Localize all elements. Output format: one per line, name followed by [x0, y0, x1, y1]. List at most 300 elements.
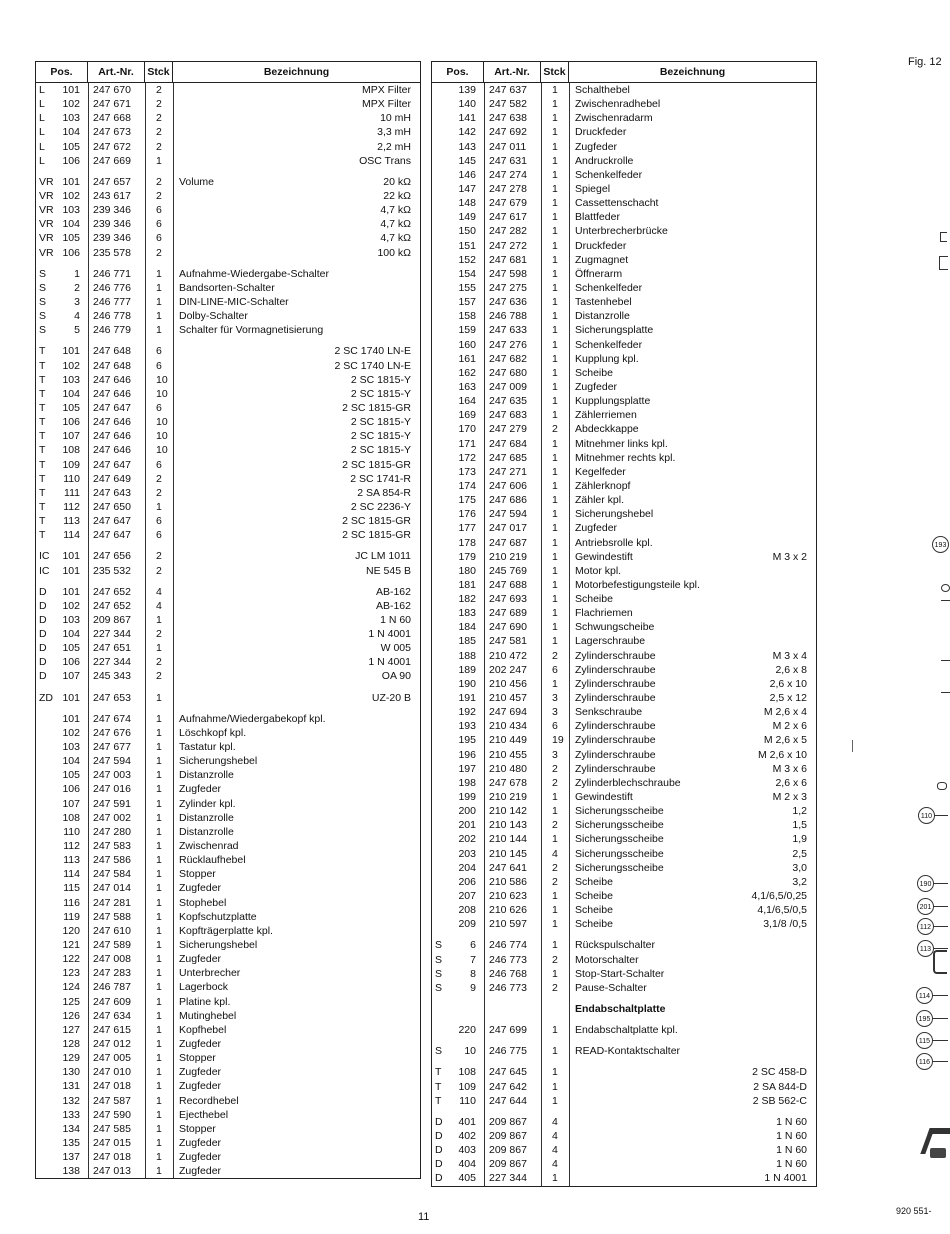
cell-stck: 1 — [552, 366, 558, 379]
table-row — [36, 203, 420, 217]
cell-stck: 1 — [156, 295, 162, 308]
description: Unterbrecher — [179, 967, 241, 980]
description: Kopfträgerplatte kpl. — [179, 924, 273, 937]
cell-bezeichnung — [173, 217, 420, 231]
cell-pos — [36, 881, 88, 895]
cell-art-nr: 247 278 — [489, 182, 527, 195]
cell-bezeichnung — [173, 309, 420, 323]
cell-art-nr: 209 867 — [489, 1144, 527, 1157]
cell-pos — [36, 231, 88, 245]
cell-pos — [36, 768, 88, 782]
cell-bezeichnung — [173, 712, 420, 726]
cell-art-nr: 246 788 — [489, 310, 527, 323]
spec-value: 2 SB 562-C — [752, 1094, 807, 1107]
pos-prefix: S — [39, 281, 47, 294]
cell-pos — [432, 1129, 484, 1143]
callout-circle: 112 — [917, 918, 934, 935]
description: Platine kpl. — [179, 995, 231, 1008]
pos-prefix: VR — [39, 246, 54, 259]
cell-bezeichnung — [569, 564, 816, 578]
pos-number: 140 — [458, 98, 476, 111]
cell-bezeichnung — [173, 980, 420, 994]
header-stck: Stck — [145, 62, 173, 82]
cell-bezeichnung — [173, 853, 420, 867]
cell-art-nr: 247 679 — [489, 197, 527, 210]
description: Volume — [179, 175, 215, 188]
table-row — [432, 953, 816, 967]
pos-prefix: T — [39, 486, 46, 499]
cell-art-nr: 247 646 — [93, 430, 131, 443]
table-row — [36, 231, 420, 245]
table-row — [432, 239, 816, 253]
cell-bezeichnung — [569, 1157, 816, 1171]
table-row — [432, 1065, 816, 1079]
table-row — [432, 620, 816, 634]
cell-bezeichnung — [569, 733, 816, 747]
spec-value: 1,2 — [792, 805, 807, 818]
cell-art-nr: 210 434 — [489, 720, 527, 733]
cell-stck: 1 — [156, 797, 162, 810]
spec-value: OA 90 — [381, 670, 411, 683]
cell-bezeichnung — [173, 387, 420, 401]
pos-prefix: T — [435, 1066, 442, 1079]
cell-bezeichnung — [569, 649, 816, 663]
cell-pos — [432, 210, 484, 224]
spec-value: 2 SC 1815-GR — [342, 401, 411, 414]
pos-number: 103 — [62, 204, 80, 217]
cell-bezeichnung — [569, 804, 816, 818]
pos-prefix: S — [435, 1045, 443, 1058]
cell-stck: 6 — [156, 529, 162, 542]
cell-art-nr: 247 674 — [93, 712, 131, 725]
cell-pos — [432, 649, 484, 663]
pos-number: 123 — [62, 967, 80, 980]
cell-stck: 1 — [552, 126, 558, 139]
cell-art-nr: 246 773 — [489, 981, 527, 994]
cell-pos — [36, 627, 88, 641]
table-row — [432, 705, 816, 719]
cell-bezeichnung — [569, 790, 816, 804]
description: Sicherungsscheibe — [575, 833, 664, 846]
cell-stck: 1 — [156, 613, 162, 626]
cell-pos — [36, 500, 88, 514]
pos-prefix: D — [435, 1144, 443, 1157]
table-row — [36, 323, 420, 337]
cell-stck: 1 — [156, 995, 162, 1008]
cell-pos — [36, 154, 88, 168]
pos-number: 200 — [458, 805, 476, 818]
cell-art-nr: 247 657 — [93, 175, 131, 188]
pos-prefix: D — [39, 585, 47, 598]
description: Andruckrolle — [575, 154, 634, 167]
table-row — [432, 493, 816, 507]
cell-art-nr: 247 013 — [93, 1165, 131, 1178]
pos-number: 5 — [74, 324, 80, 337]
cell-art-nr: 247 668 — [93, 112, 131, 125]
header-stck: Stck — [541, 62, 569, 82]
cell-art-nr: 247 617 — [489, 211, 527, 224]
cell-stck: 1 — [156, 741, 162, 754]
description: Distanzrolle — [179, 825, 234, 838]
pos-number: 147 — [458, 182, 476, 195]
spec-value: 2,5 x 12 — [769, 692, 807, 705]
pos-number: 180 — [458, 564, 476, 577]
cell-pos — [432, 323, 484, 337]
cell-pos — [36, 549, 88, 563]
cell-bezeichnung — [569, 776, 816, 790]
cell-stck: 2 — [552, 762, 558, 775]
cell-pos — [432, 224, 484, 238]
cell-art-nr: 247 634 — [93, 1009, 131, 1022]
cell-stck: 1 — [156, 811, 162, 824]
cell-stck: 1 — [552, 324, 558, 337]
table-row — [432, 465, 816, 479]
cell-pos — [36, 740, 88, 754]
cell-art-nr: 246 777 — [93, 295, 131, 308]
spec-value: M 2,6 x 10 — [757, 748, 807, 761]
table-row — [36, 924, 420, 938]
table-row — [36, 267, 420, 281]
cell-pos — [432, 705, 484, 719]
cell-stck: 1 — [552, 890, 558, 903]
table-row — [36, 1009, 420, 1023]
table-row — [36, 486, 420, 500]
description: Pause-Schalter — [575, 981, 647, 994]
cell-art-nr: 247 281 — [93, 896, 131, 909]
cell-art-nr: 245 769 — [489, 564, 527, 577]
cell-pos — [432, 422, 484, 436]
cell-art-nr: 247 016 — [93, 783, 131, 796]
spec-value: 2 SA 854-R — [357, 486, 411, 499]
cell-pos — [36, 125, 88, 139]
cell-stck: 6 — [156, 359, 162, 372]
pos-number: 106 — [62, 783, 80, 796]
part-shape — [852, 740, 853, 752]
pos-number: 101 — [62, 175, 80, 188]
cell-stck: 1 — [156, 896, 162, 909]
cell-pos — [432, 437, 484, 451]
cell-bezeichnung — [569, 352, 816, 366]
table-row — [36, 111, 420, 125]
table-row — [36, 514, 420, 528]
description: Zylinderschraube — [575, 734, 656, 747]
cell-bezeichnung — [569, 1044, 816, 1058]
pos-number: 172 — [458, 451, 476, 464]
cell-pos — [432, 83, 484, 97]
description: Zugfeder — [575, 380, 618, 393]
table-row — [432, 1094, 816, 1108]
description: Zwischenradarm — [575, 112, 653, 125]
cell-stck: 1 — [552, 225, 558, 238]
cell-art-nr: 246 773 — [489, 953, 527, 966]
spec-value: AB-162 — [375, 585, 411, 598]
cell-bezeichnung — [569, 1094, 816, 1108]
pos-number: 102 — [62, 189, 80, 202]
pos-number: 101 — [62, 345, 80, 358]
pos-prefix: S — [435, 967, 443, 980]
table-row — [432, 323, 816, 337]
cell-stck: 1 — [552, 451, 558, 464]
description: Druckfeder — [575, 239, 627, 252]
cell-stck: 1 — [552, 939, 558, 952]
cell-bezeichnung — [569, 1115, 816, 1129]
cell-art-nr: 247 685 — [489, 451, 527, 464]
cell-art-nr: 209 867 — [489, 1115, 527, 1128]
pos-number: 104 — [62, 218, 80, 231]
cell-art-nr: 209 867 — [489, 1158, 527, 1171]
description: Bandsorten-Schalter — [179, 281, 275, 294]
cell-pos — [36, 514, 88, 528]
cell-stck: 1 — [156, 1052, 162, 1065]
cell-pos — [432, 309, 484, 323]
pos-number: 131 — [62, 1080, 80, 1093]
description: Zugfeder — [575, 522, 618, 535]
description: Abdeckkappe — [575, 423, 639, 436]
pos-number: 7 — [470, 953, 476, 966]
cell-bezeichnung — [173, 154, 420, 168]
cell-bezeichnung — [569, 224, 816, 238]
cell-pos — [36, 217, 88, 231]
table-row — [432, 592, 816, 606]
cell-stck: 1 — [156, 726, 162, 739]
cell-bezeichnung — [173, 1037, 420, 1051]
cell-stck: 1 — [156, 840, 162, 853]
cell-pos — [36, 811, 88, 825]
description: Aufnahme-Wiedergabe-Schalter — [179, 267, 329, 280]
description: Sicherungshebel — [575, 508, 654, 521]
pos-number: 105 — [62, 140, 80, 153]
cell-stck: 2 — [156, 140, 162, 153]
cell-bezeichnung — [569, 903, 816, 917]
cell-pos — [432, 861, 484, 875]
cell-stck: 1 — [552, 182, 558, 195]
cell-art-nr: 247 276 — [489, 338, 527, 351]
description: Motor kpl. — [575, 564, 622, 577]
parts-table-left — [35, 61, 421, 1179]
pos-number: 197 — [458, 762, 476, 775]
table-row — [432, 917, 816, 931]
table-row — [432, 663, 816, 677]
spec-value: W 005 — [380, 642, 411, 655]
header-bezeichnung: Bezeichnung — [263, 66, 330, 78]
cell-stck: 1 — [552, 677, 558, 690]
cell-bezeichnung — [569, 309, 816, 323]
cell-bezeichnung — [173, 1150, 420, 1164]
table-row — [36, 980, 420, 994]
cell-bezeichnung — [569, 1080, 816, 1094]
table-row — [432, 168, 816, 182]
pos-number: 181 — [458, 578, 476, 591]
pos-prefix: T — [435, 1094, 442, 1107]
part-shape — [940, 232, 947, 242]
pos-number: 160 — [458, 338, 476, 351]
cell-pos — [432, 1023, 484, 1037]
cell-pos — [432, 804, 484, 818]
cell-art-nr: 243 617 — [93, 189, 131, 202]
description: Kopfhebel — [179, 1023, 227, 1036]
pos-number: 142 — [458, 126, 476, 139]
table-row — [36, 1108, 420, 1122]
table-row — [432, 451, 816, 465]
cell-pos — [432, 168, 484, 182]
cell-stck: 1 — [156, 642, 162, 655]
cell-pos — [36, 111, 88, 125]
cell-art-nr — [484, 1002, 541, 1016]
pos-number: 101 — [62, 585, 80, 598]
cell-pos — [432, 889, 484, 903]
spec-value: 4,1/6,5/0,5 — [757, 904, 807, 917]
pos-number: 171 — [458, 437, 476, 450]
pos-number: 101 — [62, 550, 80, 563]
cell-pos — [432, 239, 484, 253]
cell-pos — [432, 691, 484, 705]
cell-art-nr: 246 787 — [93, 981, 131, 994]
cell-pos — [36, 267, 88, 281]
cell-art-nr: 209 867 — [489, 1129, 527, 1142]
pos-prefix: D — [39, 599, 47, 612]
pos-number: 102 — [62, 98, 80, 111]
table-row — [36, 811, 420, 825]
cell-art-nr: 210 144 — [489, 833, 527, 846]
cell-stck: 2 — [156, 126, 162, 139]
cell-pos — [432, 380, 484, 394]
callout-circle: 193 — [932, 536, 949, 553]
cell-art-nr: 247 014 — [93, 882, 131, 895]
description: Motorbefestigungsteile kpl. — [575, 578, 700, 591]
cell-pos — [36, 83, 88, 97]
cell-stck: 1 — [156, 691, 162, 704]
pos-number: 112 — [63, 840, 80, 853]
cell-pos — [432, 465, 484, 479]
table-row — [432, 550, 816, 564]
table-row — [36, 1023, 420, 1037]
cell-pos — [432, 620, 484, 634]
cell-pos — [36, 429, 88, 443]
cell-pos — [432, 338, 484, 352]
leader-line — [933, 1061, 948, 1062]
cell-pos — [36, 896, 88, 910]
pos-number: 177 — [458, 522, 476, 535]
cell-stck: 2 — [552, 861, 558, 874]
pos-number: 125 — [62, 995, 80, 1008]
cell-art-nr: 247 581 — [489, 635, 527, 648]
cell-stck: 1 — [156, 967, 162, 980]
header-art-nr: Art.-Nr. — [88, 62, 145, 82]
table-row — [36, 691, 420, 705]
cell-bezeichnung — [569, 437, 816, 451]
description: Tastenhebel — [575, 296, 632, 309]
description: Distanzrolle — [575, 310, 630, 323]
pos-number: 110 — [63, 825, 80, 838]
cell-art-nr: 247 594 — [489, 508, 527, 521]
spec-value: 1,5 — [792, 819, 807, 832]
table-row — [36, 797, 420, 811]
cell-art-nr: 247 012 — [93, 1038, 131, 1050]
pos-number: 105 — [62, 769, 80, 782]
pos-number: 114 — [63, 529, 80, 542]
cell-art-nr: 247 653 — [93, 691, 131, 704]
table-row — [36, 768, 420, 782]
cell-bezeichnung — [569, 451, 816, 465]
table-row — [432, 762, 816, 776]
cell-pos — [36, 443, 88, 457]
spec-value: 1 N 4001 — [368, 656, 411, 669]
description: Zugfeder — [179, 1136, 222, 1149]
pos-number: 103 — [62, 112, 80, 125]
cell-pos — [432, 663, 484, 677]
pos-prefix: S — [435, 939, 443, 952]
cell-art-nr: 247 647 — [93, 401, 131, 414]
cell-art-nr: 247 646 — [93, 373, 131, 386]
pos-number: 141 — [458, 112, 476, 125]
cell-art-nr: 247 633 — [489, 324, 527, 337]
cell-bezeichnung — [569, 281, 816, 295]
description: Scheibe — [575, 904, 613, 917]
table-row — [432, 1023, 816, 1037]
spec-value: 2 SC 1815-Y — [350, 430, 411, 443]
pos-number: 109 — [62, 458, 80, 471]
description: Kopfschutzplatte — [179, 910, 257, 923]
description: Scheibe — [575, 890, 613, 903]
cell-bezeichnung — [173, 97, 420, 111]
cell-pos — [432, 606, 484, 620]
pos-number: 134 — [62, 1122, 80, 1135]
table-row — [36, 1079, 420, 1093]
cell-bezeichnung — [173, 83, 420, 97]
cell-stck: 1 — [552, 197, 558, 210]
table-row — [36, 1065, 420, 1079]
pos-number: 120 — [62, 924, 80, 937]
table-row — [432, 182, 816, 196]
cell-stck: 6 — [156, 204, 162, 217]
cell-bezeichnung — [569, 97, 816, 111]
cell-art-nr: 247 594 — [93, 755, 131, 768]
table-row — [432, 1080, 816, 1094]
cell-art-nr: 247 002 — [93, 811, 131, 824]
cell-bezeichnung — [569, 1129, 816, 1143]
cell-bezeichnung — [173, 443, 420, 457]
description: Zählerknopf — [575, 479, 631, 492]
cell-bezeichnung — [173, 528, 420, 542]
cell-stck: 3 — [552, 706, 558, 719]
leader-line — [935, 815, 948, 816]
description: Sicherungsscheibe — [575, 861, 664, 874]
table-row — [36, 564, 420, 578]
cell-pos — [36, 691, 88, 705]
pos-number: 403 — [458, 1144, 476, 1157]
table-header — [36, 62, 420, 83]
spec-value: UZ-20 B — [371, 691, 411, 704]
cell-pos — [36, 1037, 88, 1051]
description: Löschkopf kpl. — [179, 726, 247, 739]
table-row — [432, 422, 816, 436]
row-spacer — [432, 1108, 816, 1115]
cell-bezeichnung — [569, 111, 816, 125]
cell-bezeichnung — [173, 564, 420, 578]
cell-stck: 2 — [552, 953, 558, 966]
cell-art-nr: 247 651 — [93, 642, 131, 655]
cell-stck: 1 — [552, 593, 558, 606]
cell-art-nr: 247 641 — [489, 861, 527, 874]
table-row — [36, 387, 420, 401]
cell-art-nr: 246 775 — [489, 1045, 527, 1058]
spec-value: 2,6 x 8 — [775, 663, 807, 676]
cell-stck: 1 — [156, 953, 162, 966]
table-row — [432, 479, 816, 493]
pos-number: 124 — [62, 981, 80, 994]
pos-number: 2 — [74, 281, 80, 294]
figure-label: Fig. 12 — [908, 56, 942, 68]
